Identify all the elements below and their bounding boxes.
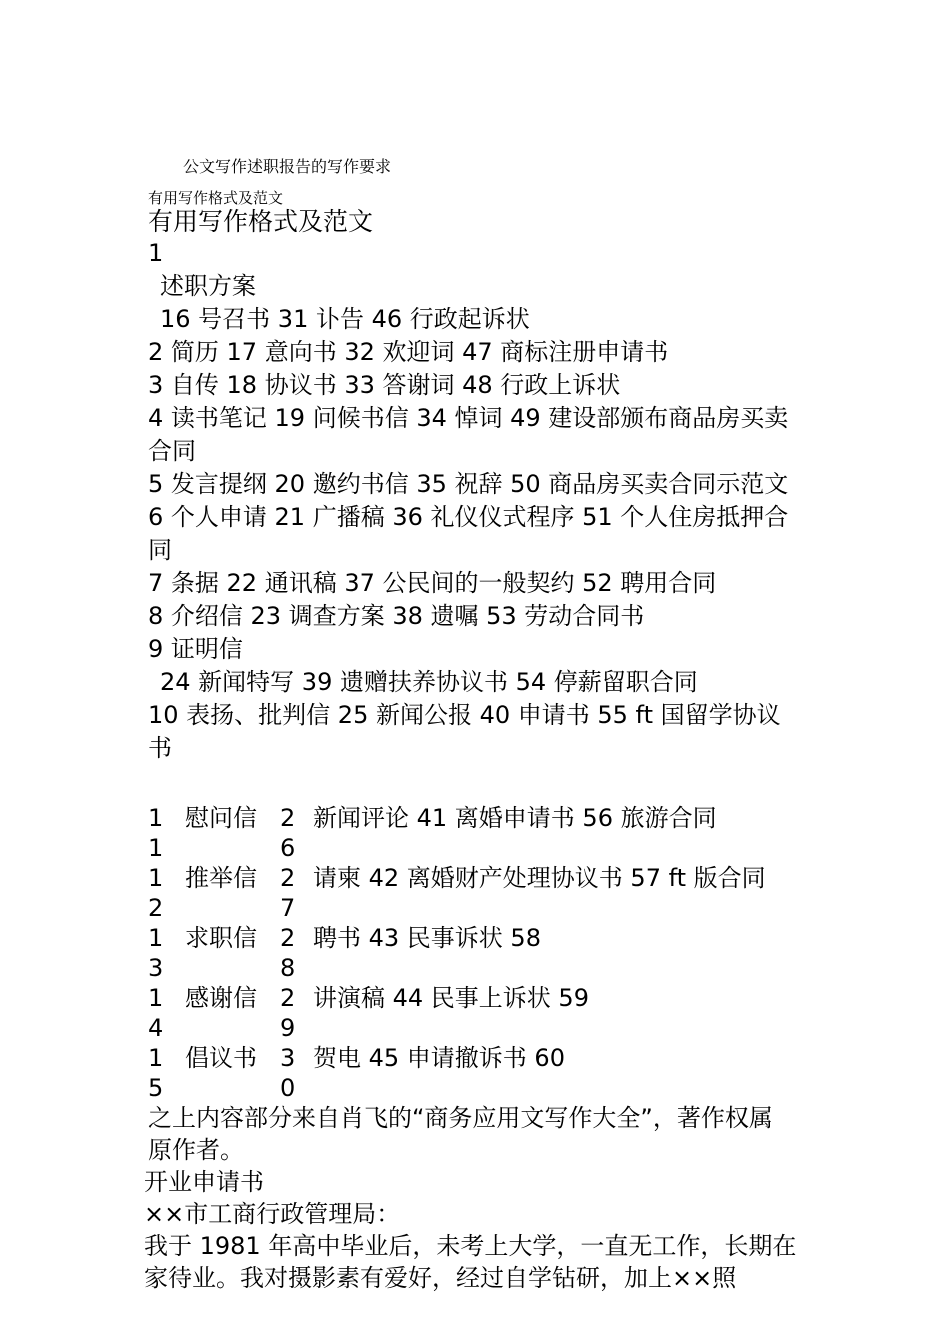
grid-number-2: 30 bbox=[280, 1044, 296, 1102]
small-subtitle: 有用写作格式及范文 bbox=[148, 189, 284, 207]
grid-rest: 聘书 43 民事诉状 58 bbox=[313, 924, 541, 952]
list-line: 16 号召书 31 讣告 46 行政起诉状 bbox=[160, 305, 530, 333]
grid-name: 推举信 bbox=[185, 864, 257, 892]
list-line: 述职方案 bbox=[160, 272, 256, 300]
grid-row bbox=[148, 983, 808, 1043]
list-line: 2 简历 17 意向书 32 欢迎词 47 商标注册申请书 bbox=[148, 338, 669, 366]
grid-name: 求职信 bbox=[185, 924, 257, 952]
header-title: 公文写作述职报告的写作要求 bbox=[183, 157, 392, 176]
list-line: 7 条据 22 通讯稿 37 公民间的一般契约 52 聘用合同 bbox=[148, 569, 717, 597]
grid-number: 11 bbox=[148, 804, 164, 862]
main-title: 有用写作格式及范文 bbox=[148, 207, 374, 236]
grid-name: 感谢信 bbox=[185, 984, 257, 1012]
list-line: 6 个人申请 21 广播稿 36 礼仪仪式程序 51 个人住房抵押合同 bbox=[148, 503, 789, 564]
catalog-grid bbox=[148, 803, 808, 1103]
grid-number-2: 26 bbox=[280, 804, 296, 862]
list-line: 8 介绍信 23 调查方案 38 遗嘱 53 劳动合同书 bbox=[148, 602, 645, 630]
grid-rest: 新闻评论 41 离婚申请书 56 旅游合同 bbox=[313, 804, 717, 832]
grid-row bbox=[148, 1043, 808, 1103]
grid-name: 慰问信 bbox=[185, 804, 257, 832]
list-line: 3 自传 18 协议书 33 答谢词 48 行政上诉状 bbox=[148, 371, 621, 399]
grid-number-2: 27 bbox=[280, 864, 296, 922]
grid-rest: 讲演稿 44 民事上诉状 59 bbox=[313, 984, 589, 1012]
grid-rest: 贺电 45 申请撤诉书 60 bbox=[313, 1044, 565, 1072]
grid-row bbox=[148, 803, 808, 863]
body-text: 我于 1981 年高中毕业后，未考上大学，一直无工作，长期在家待业。我对摄影素有爱好，经过自学钻研，加上××照 bbox=[144, 1232, 797, 1292]
grid-name: 倡议书 bbox=[185, 1044, 257, 1072]
list-line: 9 证明信 bbox=[148, 635, 243, 663]
grid-rest: 请柬 42 离婚财产处理协议书 57 ft 版合同 bbox=[313, 864, 766, 892]
grid-number: 13 bbox=[148, 924, 164, 982]
grid-number: 15 bbox=[148, 1044, 164, 1102]
grid-number-2: 29 bbox=[280, 984, 296, 1042]
source-note: 之上内容部分来自肖飞的“商务应用文写作大全”，著作权属原作者。 bbox=[148, 1104, 773, 1164]
grid-number: 12 bbox=[148, 864, 164, 922]
grid-number: 14 bbox=[148, 984, 164, 1042]
grid-row bbox=[148, 923, 808, 983]
list-line: 10 表扬、批判信 25 新闻公报 40 申请书 55 ft 国留学协议书 bbox=[148, 701, 781, 762]
grid-row bbox=[148, 863, 808, 923]
list-line: 5 发言提纲 20 邀约书信 35 祝辞 50 商品房买卖合同示范文 bbox=[148, 470, 789, 498]
grid-number-2: 28 bbox=[280, 924, 296, 982]
section-title: 开业申请书 bbox=[144, 1168, 264, 1196]
list-line: 1 bbox=[148, 239, 164, 267]
list-line: 4 读书笔记 19 问候书信 34 悼词 49 建设部颁布商品房买卖合同 bbox=[148, 404, 789, 465]
addressee: ××市工商行政管理局： bbox=[144, 1200, 401, 1228]
letter-section bbox=[144, 1166, 804, 1294]
list-line: 24 新闻特写 39 遗赠扶养协议书 54 停薪留职合同 bbox=[160, 668, 698, 696]
catalog-list bbox=[148, 237, 798, 765]
